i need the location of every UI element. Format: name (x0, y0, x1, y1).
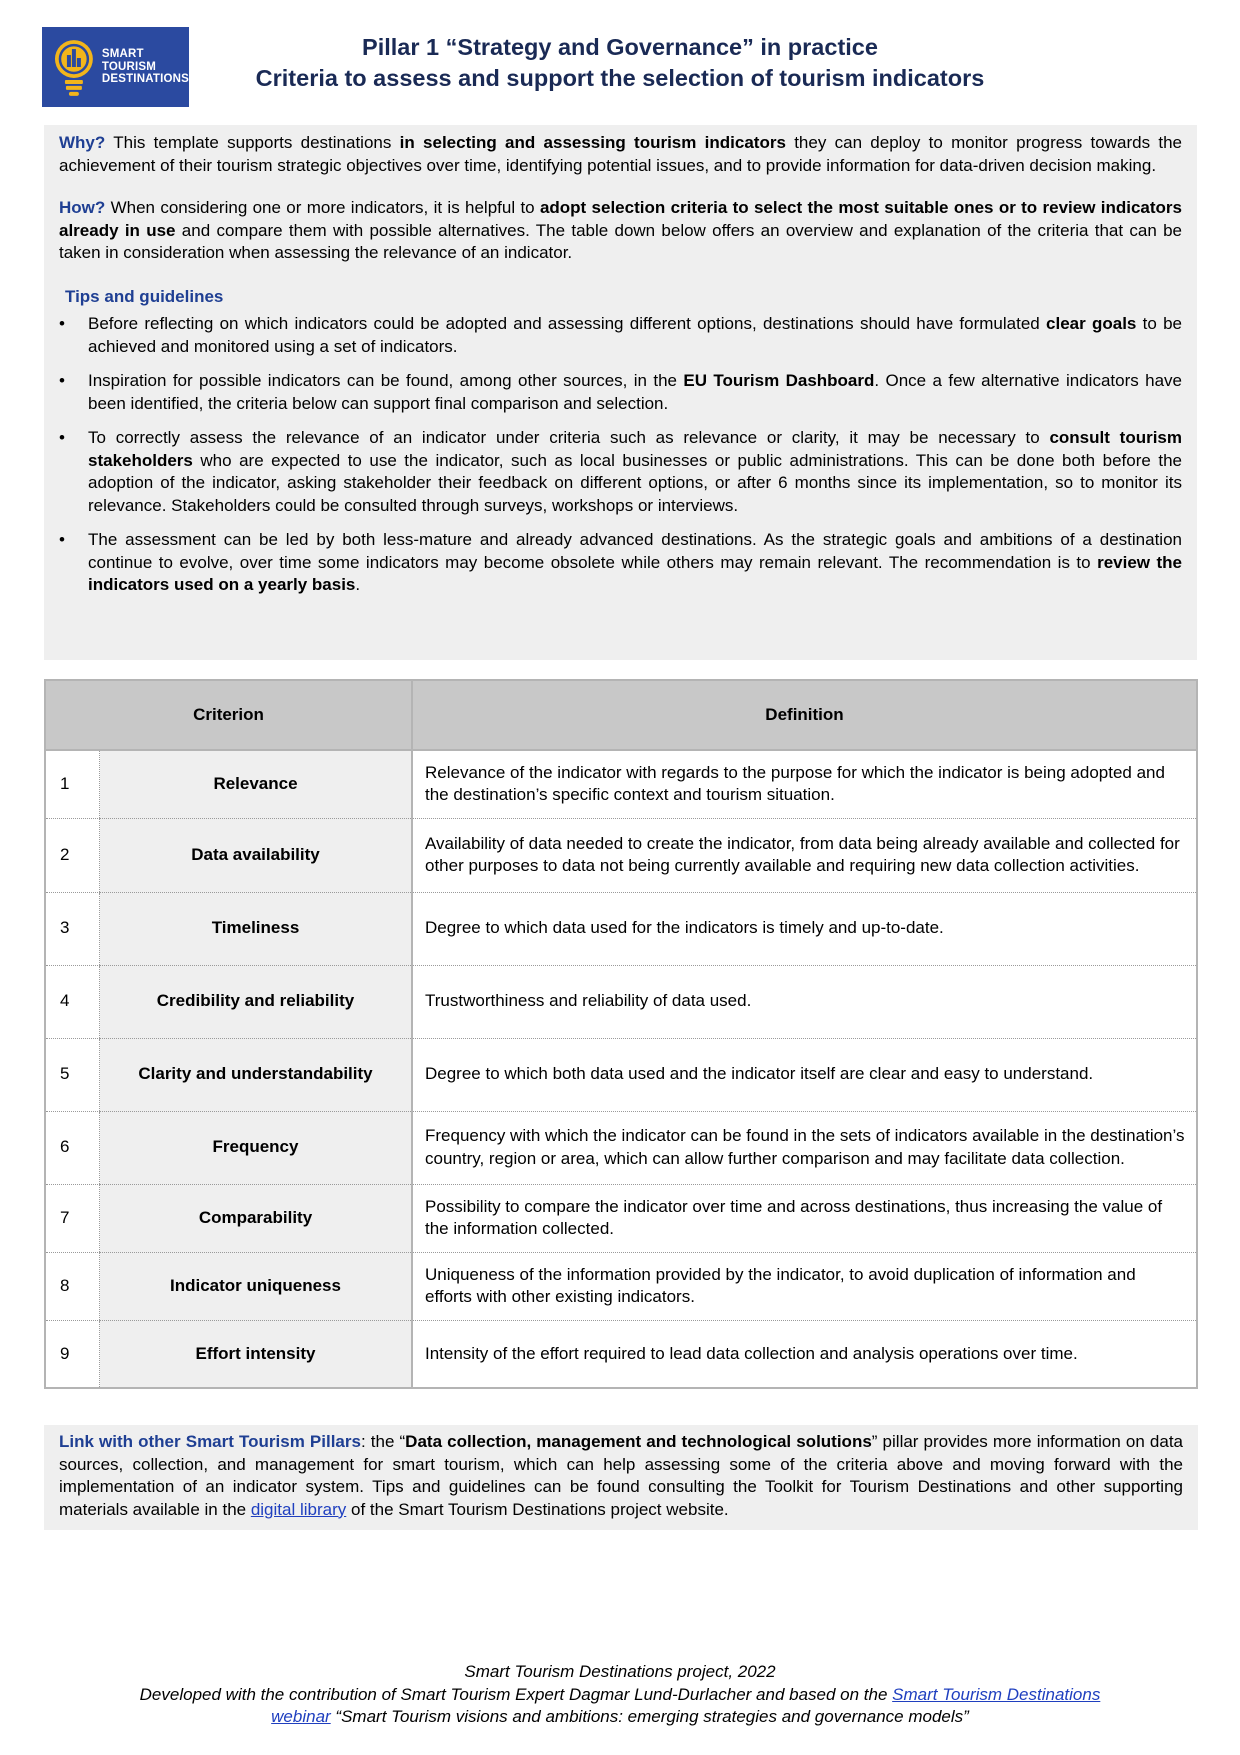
criterion-number: 4 (45, 965, 100, 1038)
criterion-name: Clarity and understandability (100, 1038, 413, 1111)
table-row (45, 1184, 1197, 1252)
criterion-name: Frequency (100, 1111, 413, 1184)
tips-list (59, 313, 1182, 597)
criterion-number: 2 (45, 818, 100, 892)
criterion-number: 7 (45, 1184, 100, 1252)
criterion-name: Comparability (100, 1184, 413, 1252)
footer-project: Smart Tourism Destinations project, 2022 (464, 1662, 776, 1681)
criterion-definition: Degree to which data used for the indicators is timely and up-to-date. (412, 892, 1197, 965)
table-header-row (45, 680, 1197, 750)
why-paragraph: Why? This template supports destinations in selecting and assessing tourism indicators they can deploy to monitor progress towards the achievement of their tourism strategic objectives over time, identifying potential issues, and to provide information for data-driven decision making. (59, 133, 1182, 175)
criterion-name: Credibility and reliability (100, 965, 413, 1038)
tip-item: • Before reflecting on which indicators could be adopted and assessing different options, destinations should have formulated clear goals to be achieved and monitored using a set of indicators. (59, 313, 1182, 358)
digital-library-link[interactable]: digital library (250, 1499, 347, 1519)
table-row (45, 818, 1197, 892)
criterion-name: Relevance (100, 750, 413, 818)
criteria-table (44, 679, 1198, 1389)
criterion-definition: Frequency with which the indicator can be found in the sets of indicators available in the destination’s country, region or area, which can allow further comparison and may facilitate data collection. (412, 1111, 1197, 1184)
intro-box (44, 125, 1197, 660)
criterion-number: 8 (45, 1252, 100, 1320)
tips-heading: Tips and guidelines (65, 286, 224, 306)
title-line-2: Criteria to assess and support the selection of tourism indicators (255, 65, 985, 91)
criterion-definition: Intensity of the effort required to lead data collection and analysis operations over time. (412, 1320, 1197, 1388)
title-line-1: Pillar 1 “Strategy and Governance” in practice (362, 34, 878, 60)
criterion-definition: Relevance of the indicator with regards to the purpose for which the indicator is being adopted and the destination’s specific context and tourism situation. (412, 750, 1197, 818)
definition-header: Definition (412, 680, 1197, 750)
criterion-name: Data availability (100, 818, 413, 892)
lightbulb-logo-icon (48, 35, 100, 99)
std-webinar-link[interactable]: Smart Tourism Destinations (892, 1684, 1101, 1704)
smart-tourism-logo (42, 27, 189, 107)
page-footer: Smart Tourism Destinations project, 2022 Developed with the contribution of Smart Tourism Expert Dagmar Lund-Durlacher and based on the Smart Tourism Destinations webinar “Smart Tourism visions and ambitions: emerging strategies and governance models” (0, 1661, 1240, 1729)
table-row (45, 1038, 1197, 1111)
tip-item: • The assessment can be led by both less-mature and already advanced destinations. As the strategic goals and ambitions of a destination continue to evolve, over time some indicators may become obsolete while others may remain relevant. The recommendation is to review the indicators used on a yearly basis. (59, 529, 1182, 597)
criterion-name: Timeliness (100, 892, 413, 965)
table-row (45, 892, 1197, 965)
criterion-header: Criterion (45, 680, 412, 750)
criterion-number: 1 (45, 750, 100, 818)
how-paragraph: How? When considering one or more indicators, it is helpful to adopt selection criteria to select the most suitable ones or to review indicators already in use and compare them with possible alternatives. The table down below offers an overview and explanation of the criteria that can be taken in consideration when assessing the relevance of an indicator. (59, 198, 1183, 262)
table-row (45, 1252, 1197, 1320)
criterion-definition: Degree to which both data used and the indicator itself are clear and easy to understand. (412, 1038, 1197, 1111)
criterion-number: 3 (45, 892, 100, 965)
page-title (200, 32, 1040, 94)
table-row (45, 1111, 1197, 1184)
criterion-number: 9 (45, 1320, 100, 1388)
criterion-definition: Possibility to compare the indicator over time and across destinations, thus increasing the value of the information collected. (412, 1184, 1197, 1252)
tip-item: • To correctly assess the relevance of an indicator under criteria such as relevance or clarity, it may be necessary to consult tourism stakeholders who are expected to use the indicator, such as local businesses or public administrations. This can be done both before the adoption of the indicator, asking stakeholder their feedback on different options, or after 6 months since its implementation, so to monitor its relevance. Stakeholders could be consulted through surveys, workshops or interviews. (59, 427, 1182, 517)
table-row (45, 1320, 1197, 1388)
why-label: Why? (59, 133, 106, 152)
criterion-definition: Uniqueness of the information provided by the indicator, to avoid duplication of information and efforts with other existing indicators. (412, 1252, 1197, 1320)
criterion-definition: Availability of data needed to create the indicator, from data being already available and collected for other purposes to data not being currently available and requiring new data collection activities. (412, 818, 1197, 892)
criterion-number: 6 (45, 1111, 100, 1184)
webinar-link[interactable]: webinar (271, 1707, 331, 1726)
how-label: How? (59, 198, 106, 217)
criterion-name: Effort intensity (100, 1320, 413, 1388)
table-row (45, 965, 1197, 1038)
table-row (45, 750, 1197, 818)
logo-text: SMART TOURISM DESTINATIONS (101, 48, 189, 86)
criterion-name: Indicator uniqueness (100, 1252, 413, 1320)
criterion-number: 5 (45, 1038, 100, 1111)
pillars-link-label: Link with other Smart Tourism Pillars (59, 1432, 361, 1451)
tip-item: • Inspiration for possible indicators can be found, among other sources, in the EU Tourism Dashboard. Once a few alternative indicators have been identified, the criteria below can support final comparison and selection. (59, 370, 1182, 415)
criterion-definition: Trustworthiness and reliability of data used. (412, 965, 1197, 1038)
pillars-link-box: Link with other Smart Tourism Pillars: the “Data collection, management and technological solutions” pillar provides more information on data sources, collection, and management for smart tourism, which can help assessing some of the criteria above and moving forward with the implementation of an indicator system. Tips and guidelines can be found consulting the Toolkit for Tourism Destinations and other supporting materials available in the digital library of the Smart Tourism Destinations project website. (44, 1425, 1198, 1530)
